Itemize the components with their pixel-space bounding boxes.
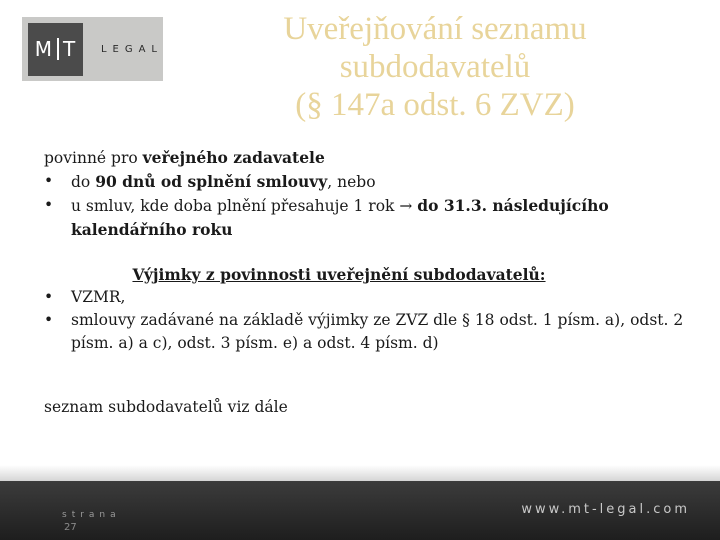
bullet-icon: •	[44, 288, 54, 306]
item-text: VZMR,	[71, 288, 126, 306]
item-text: smlouvy zadávané na základě výjimky ze ZVZ dle § 18 odst. 1 písm. a), odst. 2 písm. a) a c), odst. 3 písm. e) a odst. 4 písm. d)	[71, 311, 684, 352]
bullet-icon: •	[44, 311, 54, 329]
item-post: , nebo	[327, 173, 376, 191]
slide-body	[44, 146, 694, 419]
page-label: strana	[62, 510, 121, 520]
exceptions-heading: Výjimky z povinnosti uveřejnění subdodavatelů:	[132, 265, 546, 284]
website-link[interactable]: www.mt-legal.com	[521, 502, 690, 517]
logo-mark	[28, 23, 83, 76]
title-line-1: Uveřejňování seznamu	[283, 11, 587, 47]
list-item	[44, 286, 694, 309]
page-number: 27	[64, 522, 77, 533]
intro-line	[44, 146, 694, 170]
list-item	[44, 309, 694, 355]
item-pre: do	[71, 173, 96, 191]
list-item	[44, 194, 694, 242]
item-bold: do 31.3. následujícího kalendářního roku	[71, 196, 609, 239]
logo-divider	[57, 38, 59, 60]
logo-mark-right: T	[62, 37, 77, 61]
logo-mark-left: M	[34, 37, 53, 61]
closing-text: seznam subdodavatelů viz dále	[44, 398, 288, 416]
item-pre: u smluv, kde doba plnění přesahuje 1 rok →	[71, 197, 418, 215]
logo-wordmark: LEGAL	[100, 43, 163, 55]
title-line-2: subdodavatelů	[339, 49, 531, 85]
item-bold: 90 dnů od splnění smlouvy	[95, 172, 328, 191]
bullet-icon: •	[44, 196, 54, 214]
intro-prefix: povinné pro	[44, 149, 143, 167]
intro-bold: veřejného zadavatele	[142, 148, 325, 167]
company-logo	[22, 17, 163, 81]
slide-title	[230, 10, 640, 124]
list-item	[44, 170, 694, 194]
bullet-icon: •	[44, 172, 54, 190]
title-line-3: (§ 147a odst. 6 ZVZ)	[295, 87, 575, 123]
